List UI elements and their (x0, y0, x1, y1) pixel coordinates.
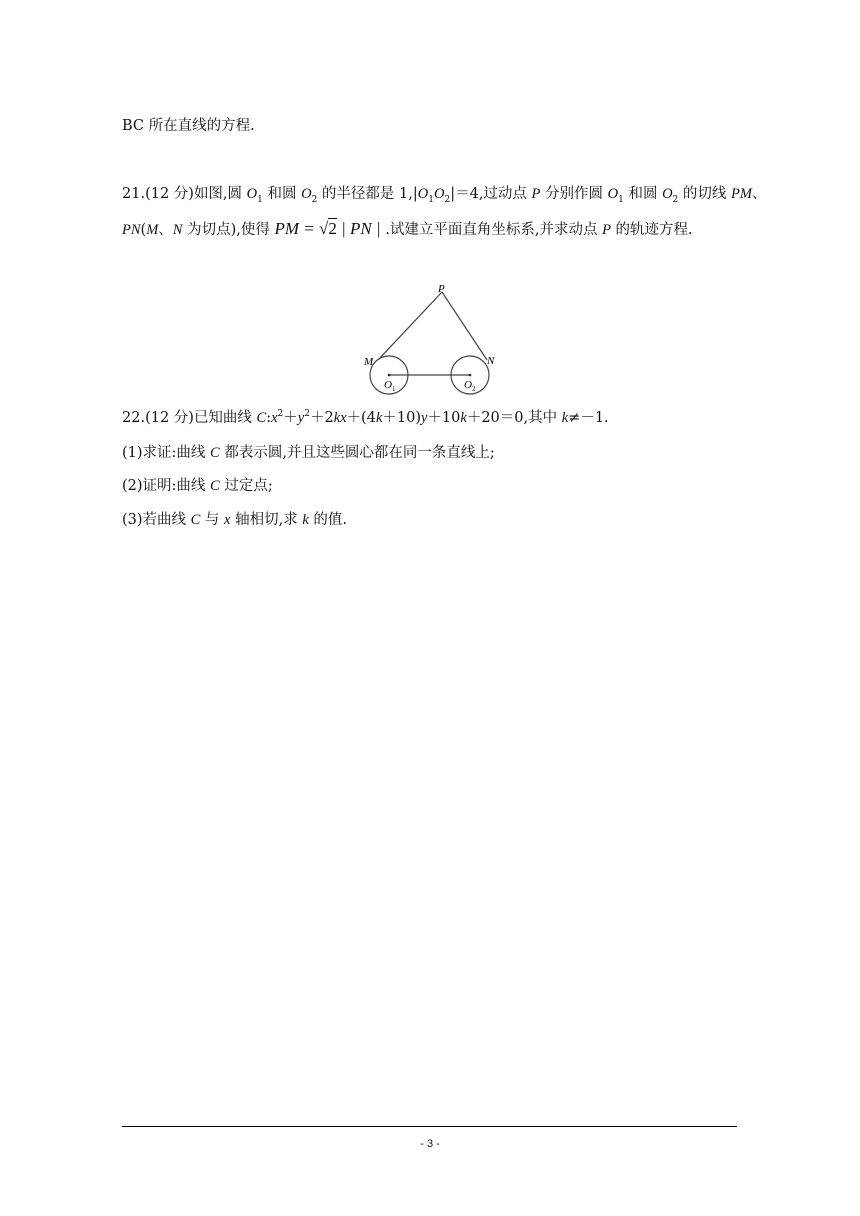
question-22-item-3: (3)若曲线 C 与 x 轴相切,求 k 的值. (122, 512, 347, 528)
q21-points: (12 分) (145, 186, 194, 202)
q22-points: (12 分) (145, 410, 194, 426)
label-p: P (438, 283, 445, 295)
page-number: - 3 - (420, 1138, 440, 1150)
fragment-text: BC 所在直线的方程. (122, 118, 255, 134)
sqrt-argument: 2 (328, 219, 337, 238)
question-21-line-1: 21.(12 分)如图,圆 $O_1$ 和圆 $O_2$ 的半径都是 $1,|O_1O_2|=4$,过动点 P 分别作圆 $O_1$ 和圆 $O_2$ 的切线 PM、 (122, 186, 767, 205)
q22-number: 22. (122, 410, 146, 426)
label-o2-sub: 2 (472, 385, 476, 393)
formula-abs-pn: | PN | (336, 219, 381, 238)
center-o1 (388, 374, 391, 377)
question-22-item-1: (1)求证:曲线 C 都表示圆,并且这些圆心都在同一条直线上; (122, 445, 495, 461)
sqrt-sign: √ (318, 219, 329, 238)
label-o1: O (384, 379, 392, 391)
question-22-item-2: (2)证明:曲线 C 过定点; (122, 478, 273, 494)
formula-pm: PM = (274, 219, 319, 238)
segment-pn (442, 292, 487, 360)
footer-divider (122, 1126, 737, 1127)
segment-pm (378, 292, 442, 360)
figure-svg (356, 280, 516, 398)
question-22-line-1: 22.(12 分)已知曲线 $C:x^2+y^2+2kx+(4k+10)y+10k+20=0$,其中 k≠－1. (122, 409, 609, 426)
question-21-line-2: PN(M、N 为切点),使得 PM = √2 | PN | .试建立平面直角坐标系,并求动点 P 的轨迹方程. (122, 219, 693, 238)
label-m: M (364, 356, 374, 368)
q21-number: 21. (122, 186, 146, 202)
label-o2: O (464, 379, 472, 391)
geometry-figure (356, 280, 516, 398)
label-n: N (487, 355, 495, 367)
label-o1-sub: 1 (392, 385, 396, 393)
center-o2 (469, 374, 472, 377)
